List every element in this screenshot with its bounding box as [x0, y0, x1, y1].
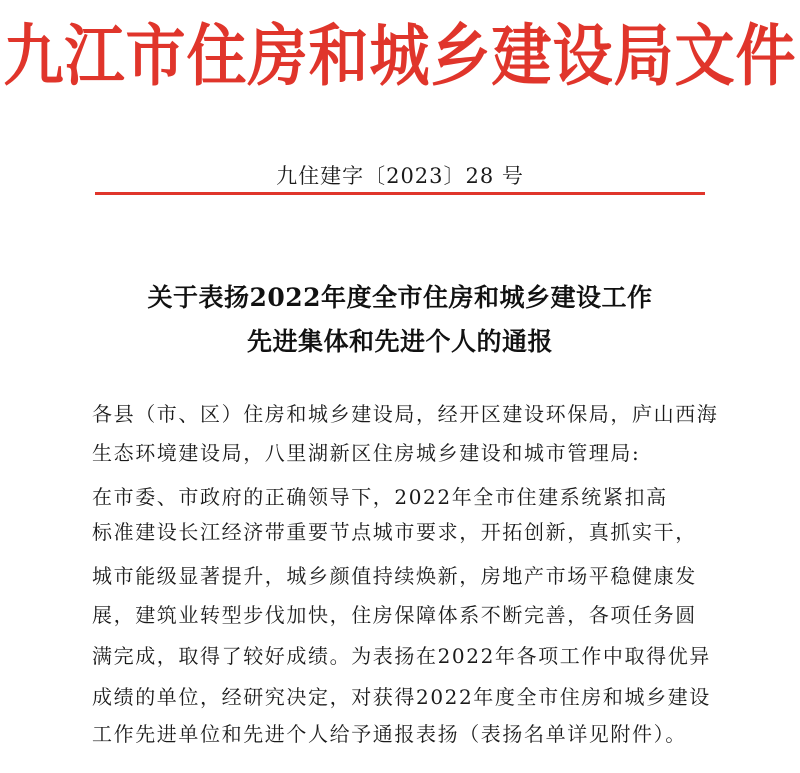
body-line-7: 满完成，取得了较好成绩。为表扬在2022年各项工作中取得优异	[92, 644, 711, 668]
body-line-8: 成绩的单位，经研究决定，对获得2022年度全市住房和城乡建设	[92, 685, 711, 709]
red-divider-line	[95, 192, 705, 195]
body-line-2: 生态环境建设局，八里湖新区住房城乡建设和城市管理局:	[92, 441, 641, 465]
body-line-1: 各县（市、区）住房和城乡建设局，经开区建设环保局，庐山西海	[92, 402, 719, 426]
body-line-9: 工作先进单位和先进个人给予通报表扬（表扬名单详见附件）。	[92, 722, 687, 746]
document-title-line-1: 关于表扬2022年度全市住房和城乡建设工作	[147, 283, 653, 312]
document-masthead: 九江市住房和城乡建设局文件	[3, 17, 797, 97]
body-line-5: 城市能级显著提升，城乡颜值持续焕新，房地产市场平稳健康发	[92, 564, 697, 588]
body-line-4: 标准建设长江经济带重要节点城市要求，开拓创新，真抓实干，	[92, 520, 697, 544]
document-title-line-2: 先进集体和先进个人的通报	[246, 327, 553, 356]
body-line-3: 在市委、市政府的正确领导下，2022年全市住建系统紧扣高	[92, 485, 668, 509]
body-line-6: 展，建筑业转型步伐加快，住房保障体系不断完善，各项任务圆	[92, 603, 697, 627]
document-number: 九住建字〔2023〕28 号	[276, 164, 524, 188]
